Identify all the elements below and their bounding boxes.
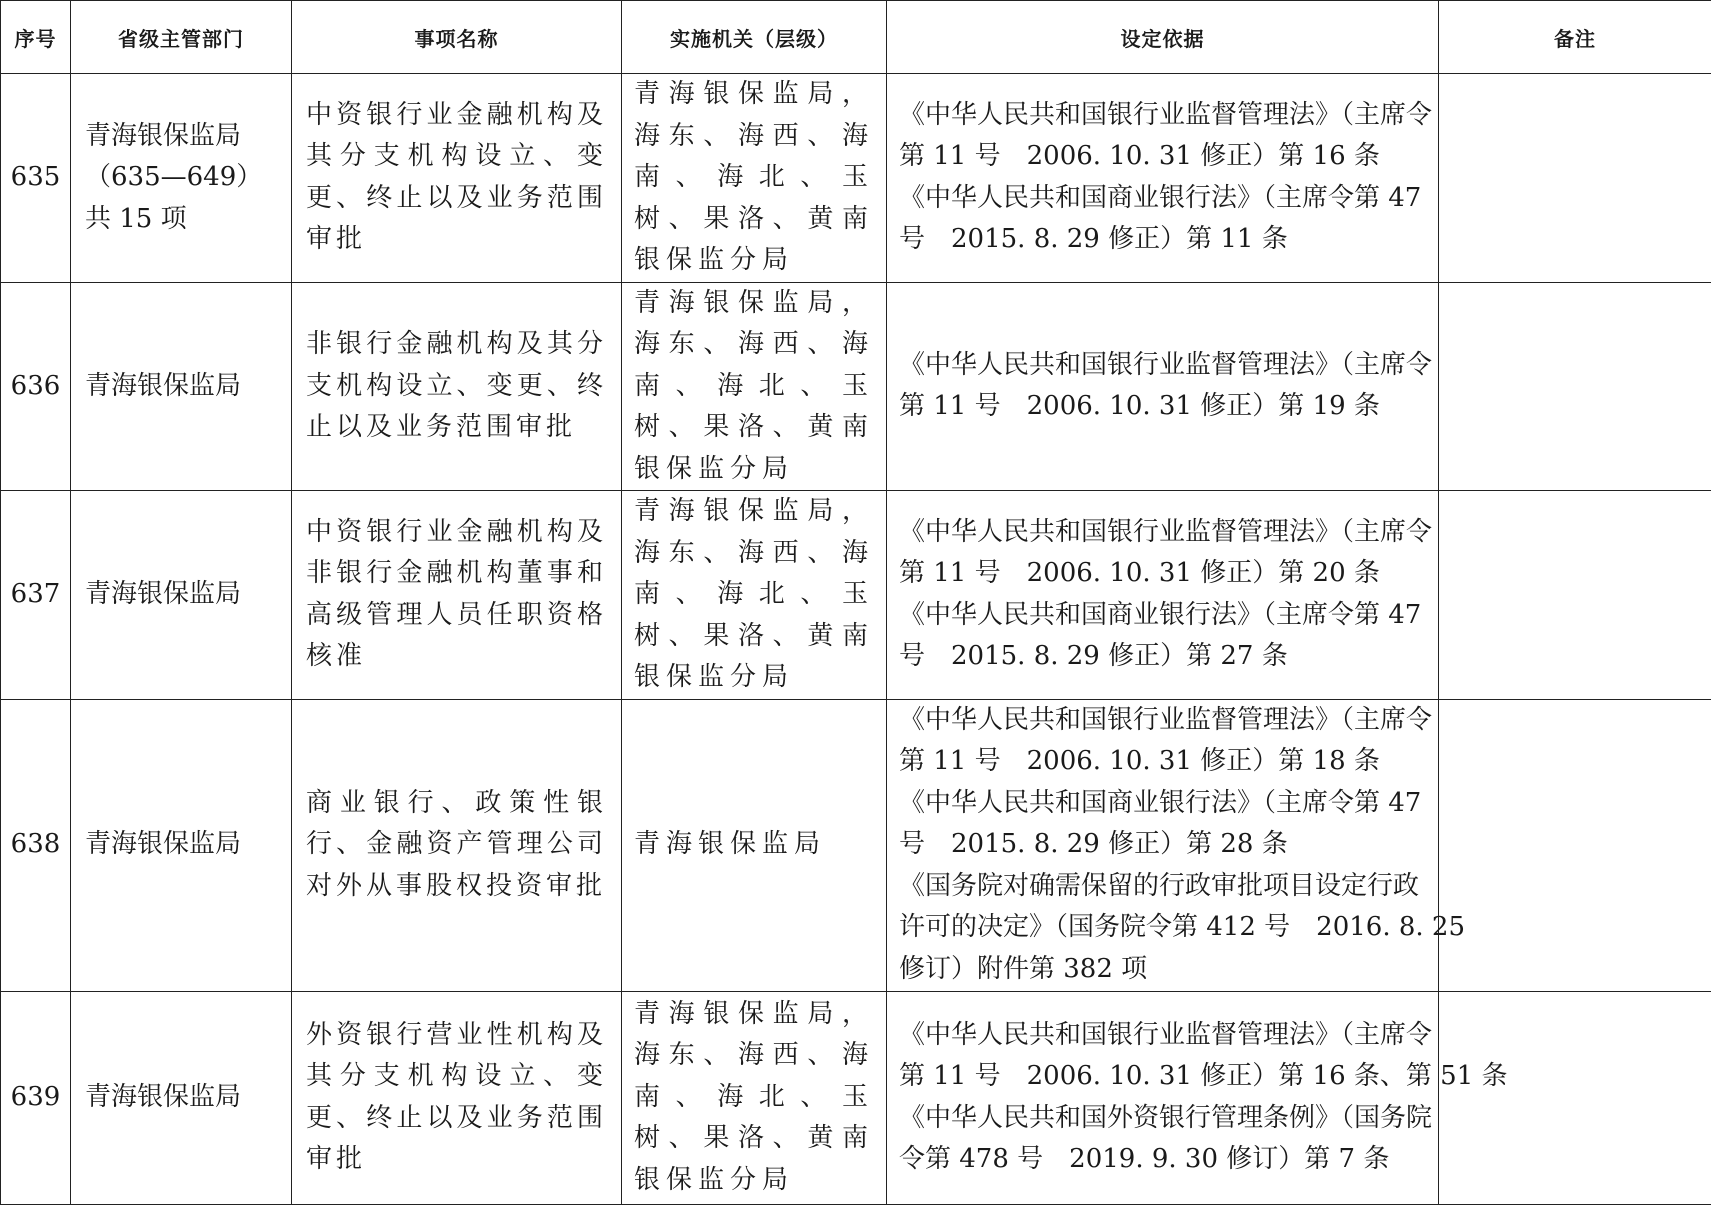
row-item-name: 商业银行、政策性银行、金融资产管理公司对外从事股权投资审批 xyxy=(292,699,622,991)
basis-line: 《中华人民共和国商业银行法》（主席令第 47 xyxy=(899,783,1426,825)
row-remark xyxy=(1439,282,1711,491)
row-basis xyxy=(887,991,1439,1204)
basis-line: 号 2015. 8. 29 修正）第 11 条 xyxy=(899,219,1426,261)
basis-line: 第 11 号 2006. 10. 31 修正）第 16 条、第 51 条 xyxy=(899,1056,1426,1098)
row-remark xyxy=(1439,74,1711,283)
basis-line: 《国务院对确需保留的行政审批项目设定行政 xyxy=(899,866,1426,908)
row-item-name: 外资银行营业性机构及其分支机构设立、变更、终止以及业务范围审批 xyxy=(292,991,622,1204)
table-row xyxy=(1,991,1711,1204)
dept-line: 共 15 项 xyxy=(85,199,291,241)
row-dept xyxy=(71,74,292,283)
row-remark xyxy=(1439,991,1711,1204)
row-dept xyxy=(71,699,292,991)
dept-line: 青海银保监局 xyxy=(85,574,291,616)
row-agency: 青海银保监局，海东、海西、海南、海北、玉树、果洛、黄南银保监分局 xyxy=(622,491,887,700)
header-remark: 备注 xyxy=(1439,1,1711,74)
basis-line: 《中华人民共和国银行业监督管理法》（主席令 xyxy=(899,512,1426,554)
row-no: 636 xyxy=(1,282,71,491)
row-basis xyxy=(887,282,1439,491)
row-no: 635 xyxy=(1,74,71,283)
row-agency: 青海银保监局，海东、海西、海南、海北、玉树、果洛、黄南银保监分局 xyxy=(622,282,887,491)
dept-line: 青海银保监局 xyxy=(85,366,291,408)
row-item-name: 非银行金融机构及其分支机构设立、变更、终止以及业务范围审批 xyxy=(292,282,622,491)
row-basis xyxy=(887,699,1439,991)
basis-line: 《中华人民共和国商业银行法》（主席令第 47 xyxy=(899,178,1426,220)
basis-line: 号 2015. 8. 29 修正）第 28 条 xyxy=(899,824,1426,866)
row-agency: 青海银保监局，海东、海西、海南、海北、玉树、果洛、黄南银保监分局 xyxy=(622,74,887,283)
row-no: 638 xyxy=(1,699,71,991)
table-row xyxy=(1,491,1711,700)
dept-line: （635—649） xyxy=(85,157,291,199)
row-agency: 青海银保监局 xyxy=(622,699,887,991)
row-dept xyxy=(71,991,292,1204)
row-no: 639 xyxy=(1,991,71,1204)
row-remark xyxy=(1439,491,1711,700)
row-dept xyxy=(71,491,292,700)
basis-line: 《中华人民共和国银行业监督管理法》（主席令 xyxy=(899,345,1426,387)
header-dept: 省级主管部门 xyxy=(71,1,292,74)
header-agency: 实施机关（层级） xyxy=(622,1,887,74)
row-no: 637 xyxy=(1,491,71,700)
basis-line: 第 11 号 2006. 10. 31 修正）第 18 条 xyxy=(899,741,1426,783)
row-remark xyxy=(1439,699,1711,991)
basis-line: 第 11 号 2006. 10. 31 修正）第 19 条 xyxy=(899,386,1426,428)
basis-line: 许可的决定》（国务院令第 412 号 2016. 8. 25 xyxy=(899,907,1426,949)
header-row xyxy=(1,1,1711,74)
row-item-name: 中资银行业金融机构及其分支机构设立、变更、终止以及业务范围审批 xyxy=(292,74,622,283)
row-dept xyxy=(71,282,292,491)
basis-line: 《中华人民共和国银行业监督管理法》（主席令 xyxy=(899,700,1426,742)
dept-line: 青海银保监局 xyxy=(85,824,291,866)
basis-line: 号 2015. 8. 29 修正）第 27 条 xyxy=(899,636,1426,678)
table-row xyxy=(1,282,1711,491)
row-item-name: 中资银行业金融机构及非银行金融机构董事和高级管理人员任职资格核准 xyxy=(292,491,622,700)
basis-line: 《中华人民共和国外资银行管理条例》（国务院 xyxy=(899,1098,1426,1140)
table-row xyxy=(1,74,1711,283)
basis-line: 修订）附件第 382 项 xyxy=(899,949,1426,991)
dept-line: 青海银保监局 xyxy=(85,116,291,158)
basis-line: 《中华人民共和国银行业监督管理法》（主席令 xyxy=(899,1015,1426,1057)
row-basis xyxy=(887,491,1439,700)
header-no: 序号 xyxy=(1,1,71,74)
basis-line: 第 11 号 2006. 10. 31 修正）第 20 条 xyxy=(899,553,1426,595)
basis-line: 《中华人民共和国商业银行法》（主席令第 47 xyxy=(899,595,1426,637)
header-item: 事项名称 xyxy=(292,1,622,74)
basis-line: 《中华人民共和国银行业监督管理法》（主席令 xyxy=(899,95,1426,137)
table-row xyxy=(1,699,1711,991)
basis-line: 第 11 号 2006. 10. 31 修正）第 16 条 xyxy=(899,136,1426,178)
basis-line: 令第 478 号 2019. 9. 30 修订）第 7 条 xyxy=(899,1139,1426,1181)
dept-line: 青海银保监局 xyxy=(85,1077,291,1119)
row-basis xyxy=(887,74,1439,283)
row-agency: 青海银保监局，海东、海西、海南、海北、玉树、果洛、黄南银保监分局 xyxy=(622,991,887,1204)
header-basis: 设定依据 xyxy=(887,1,1439,74)
